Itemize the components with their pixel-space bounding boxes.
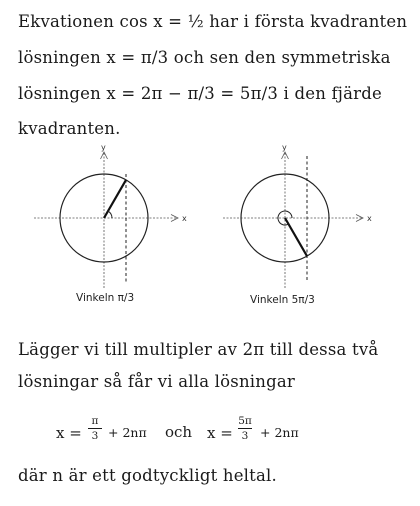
fraction-1-denominator: 3: [91, 430, 99, 442]
unit-circle-diagram-left: [28, 142, 188, 292]
formula-rest1: + 2nπ: [108, 425, 147, 440]
text-line-1: Ekvationen cos x = ½ har i första kvadranten: [18, 12, 408, 31]
unit-circle-diagram-right: [205, 142, 380, 292]
fraction-5pi-over-3: [238, 415, 252, 442]
x-label-right: x: [367, 214, 372, 223]
caption-right: Vinkeln 5π/3: [250, 294, 315, 306]
text-line-7: där n är ett godtyckligt heltal.: [18, 466, 277, 485]
text-line-6: lösningar så får vi alla lösningar: [18, 372, 295, 391]
y-label-left: y: [101, 143, 106, 152]
text-line-3: lösningen x = 2π − π/3 = 5π/3 i den fjärde: [18, 84, 382, 103]
fraction-1-numerator: π: [91, 415, 99, 427]
formula-och: och: [165, 423, 193, 441]
formula-x1: x =: [56, 424, 82, 442]
fraction-pi-over-3: [88, 415, 102, 442]
x-label-left: x: [182, 214, 187, 223]
terminal-ray-right: [285, 218, 307, 256]
terminal-ray-left: [104, 180, 126, 218]
text-line-4: kvadranten.: [18, 119, 121, 138]
text-line-5: Lägger vi till multipler av 2π till dessa två: [18, 340, 379, 359]
formula-x2: x =: [207, 424, 233, 442]
fraction-2-denominator: 3: [241, 430, 249, 442]
fraction-2-numerator: 5π: [238, 415, 252, 427]
caption-left: Vinkeln π/3: [76, 292, 135, 304]
y-label-right: y: [282, 143, 287, 152]
text-line-2: lösningen x = π/3 och sen den symmetriska: [18, 48, 391, 67]
formula-rest2: + 2nπ: [260, 425, 299, 440]
solution-formula: [0, 410, 420, 454]
